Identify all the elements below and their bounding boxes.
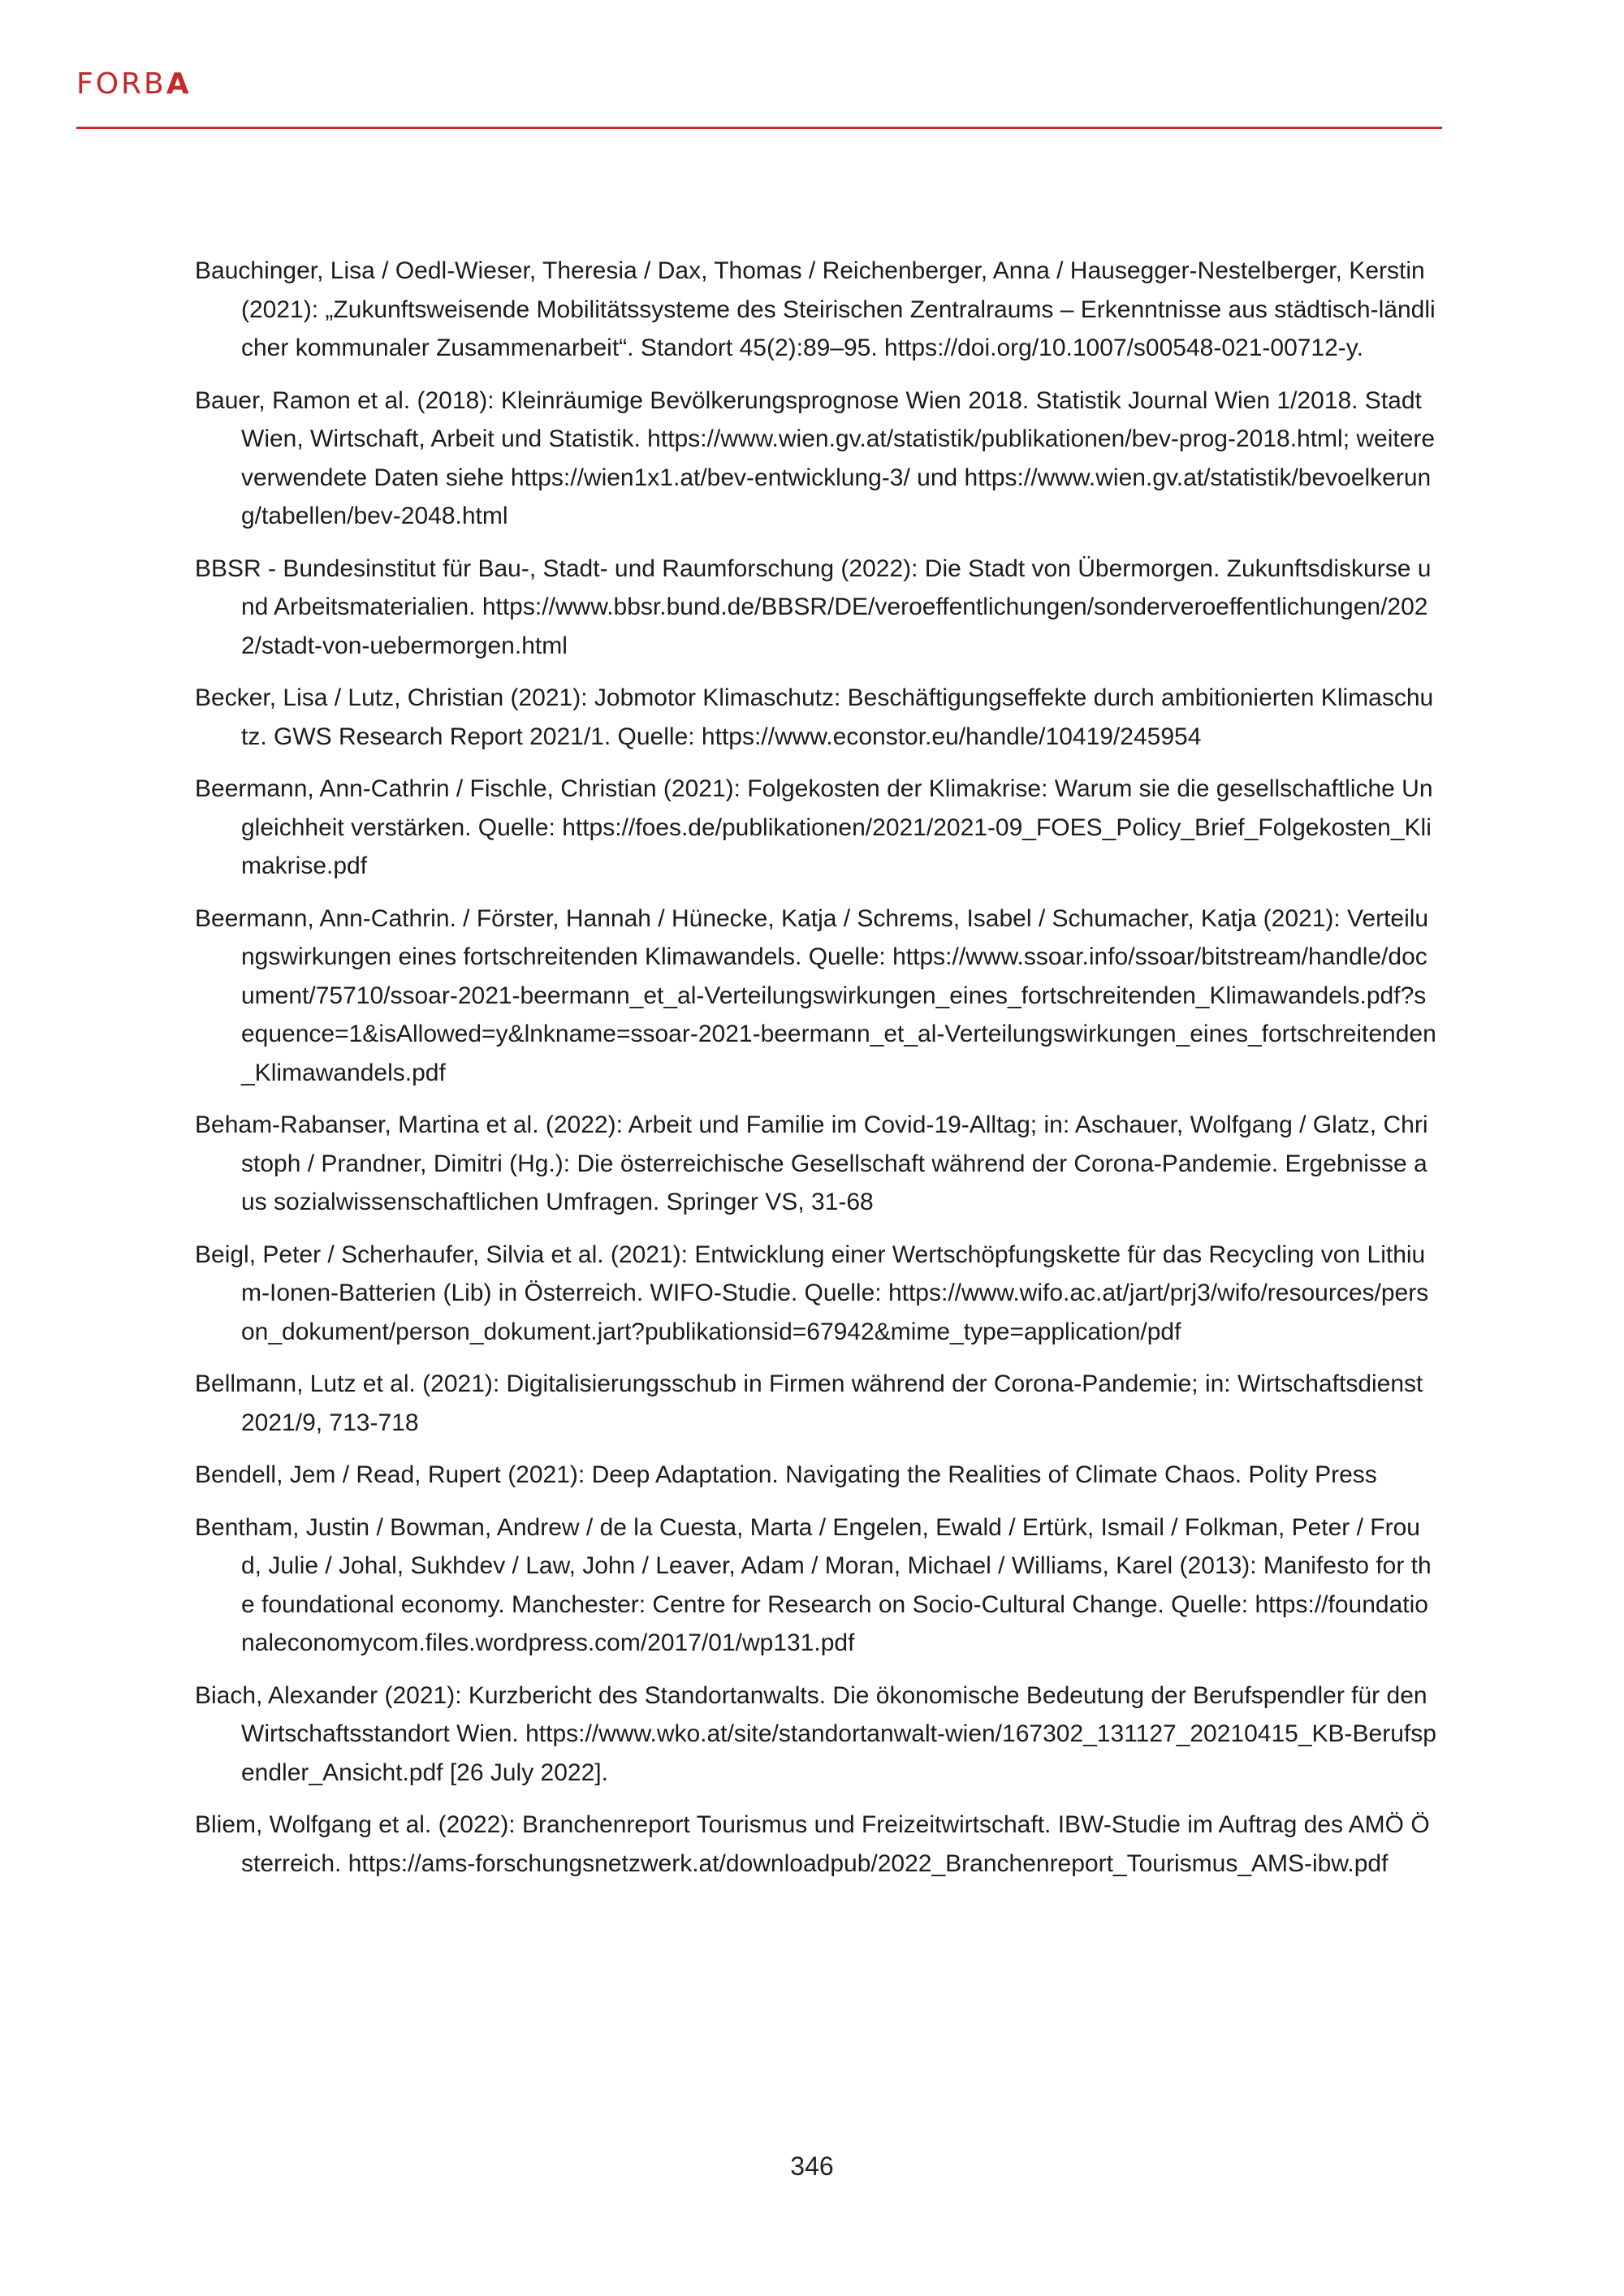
reference-entry: Bliem, Wolfgang et al. (2022): Branchenreport Tourismus und Freizeitwirtschaft. IBW-Studie im Auftrag des AMÖ Österreich. https://ams-forschungsnetzwerk.at/downloadpub/2022_Branchenreport_Tourismus_AMS-ibw.pdf [195,1811,1430,1877]
reference-list [195,252,1437,1897]
reference-entry: Beermann, Ann-Cathrin. / Förster, Hannah / Hünecke, Katja / Schrems, Isabel / Schumacher, Katja (2021): Verteilungswirkungen eines fortschreitenden Klimawandels. Quelle: https://www.ssoar.info/ssoar/bitstream/handle/document/75710/ssoar-2021-beermann_et_al-Verteilungswirkungen_eines_fortschreitenden_Klimawandels.pdf?sequence=1&isAllowed=y&lnkname=ssoar-2021-beermann_et_al-Verteilungswirkungen_eines_fortschreitenden_Klimawandels.pdf [195,904,1436,1086]
forba-logo [76,67,192,101]
reference-entry: Bauchinger, Lisa / Oedl-Wieser, Theresia / Dax, Thomas / Reichenberger, Anna / Hausegger-Nestelberger, Kerstin (2021): „Zukunftsweisende Mobilitätssysteme des Steirischen Zentralraums – Erkenntnisse aus städtisch-ländlicher kommunaler Zusammenarbeit“. Standort 45(2):89–95. https://doi.org/10.1007/s00548-021-00712-y. [195,257,1436,361]
reference-entry: Beermann, Ann-Cathrin / Fischle, Christian (2021): Folgekosten der Klimakrise: Warum sie die gesellschaftliche Ungleichheit verstärken. Quelle: https://foes.de/publikationen/2021/2021-09_FOES_Policy_Brief_Folgekosten_Klimakrise.pdf [195,775,1433,879]
reference-entry: Becker, Lisa / Lutz, Christian (2021): Jobmotor Klimaschutz: Beschäftigungseffekte durch ambitionierten Klimaschutz. GWS Research Report 2021/1. Quelle: https://www.econstor.eu/handle/10419/245954 [195,684,1434,750]
reference-entry: Bendell, Jem / Read, Rupert (2021): Deep Adaptation. Navigating the Realities of Climate Chaos. Polity Press [195,1461,1377,1488]
reference-entry: Bentham, Justin / Bowman, Andrew / de la Cuesta, Marta / Engelen, Ewald / Ertürk, Ismail / Folkman, Peter / Froud, Julie / Johal, Sukhdev / Law, John / Leaver, Adam / Moran, Michael / Williams, Karel (2013): Manifesto for the foundational economy. Manchester: Centre for Research on Socio-Cultural Change. Quelle: https://foundationaleconomycom.files.wordpress.com/2017/01/wp131.pdf [195,1513,1432,1656]
reference-entry: BBSR - Bundesinstitut für Bau-, Stadt- und Raumforschung (2022): Die Stadt von Übermorgen. Zukunftsdiskurse und Arbeitsmaterialien. https://www.bbsr.bund.de/BBSR/DE/veroeffentlichungen/sonderveroeffentlichungen/2022/stadt-von-uebermorgen.html [195,555,1432,659]
reference-entry: Beigl, Peter / Scherhaufer, Silvia et al. (2021): Entwicklung einer Wertschöpfungskette für das Recycling von Lithium-Ionen-Batterien (Lib) in Österreich. WIFO-Studie. Quelle: https://www.wifo.ac.at/jart/prj3/wifo/resources/person_dokument/person_dokument.jart?publikationsid=67942&mime_type=application/pdf [195,1241,1429,1345]
logo-text-bold: A [166,67,192,101]
reference-entry: Beham-Rabanser, Martina et al. (2022): Arbeit und Familie im Covid-19-Alltag; in: Aschauer, Wolfgang / Glatz, Christoph / Prandner, Dimitri (Hg.): Die österreichische Gesellschaft während der Corona-Pandemie. Ergebnisse aus sozialwissenschaftlichen Umfragen. Springer VS, 31-68 [195,1111,1428,1215]
page-number: 346 [790,2151,834,2181]
reference-entry: Bauer, Ramon et al. (2018): Kleinräumige Bevölkerungsprognose Wien 2018. Statistik Journal Wien 1/2018. Stadt Wien, Wirtschaft, Arbeit und Statistik. https://www.wien.gv.at/statistik/publikationen/bev-prog-2018.html; weitere verwendete Daten siehe https://wien1x1.at/bev-entwicklung-3/ und https://www.wien.gv.at/statistik/bevoelkerung/tabellen/bev-2048.html [195,386,1436,529]
header-divider [76,127,1442,129]
reference-entry: Bellmann, Lutz et al. (2021): Digitalisierungsschub in Firmen während der Corona-Pandemie; in: Wirtschaftsdienst 2021/9, 713-718 [195,1370,1423,1436]
reference-entry: Biach, Alexander (2021): Kurzbericht des Standortanwalts. Die ökonomische Bedeutung der Berufspendler für den Wirtschaftsstandort Wien. https://www.wko.at/site/standortanwalt-wien/167302_131127_20210415_KB-Berufspendler_Ansicht.pdf [26 July 2022]. [195,1681,1436,1786]
logo-text-light: FORB [76,67,166,101]
